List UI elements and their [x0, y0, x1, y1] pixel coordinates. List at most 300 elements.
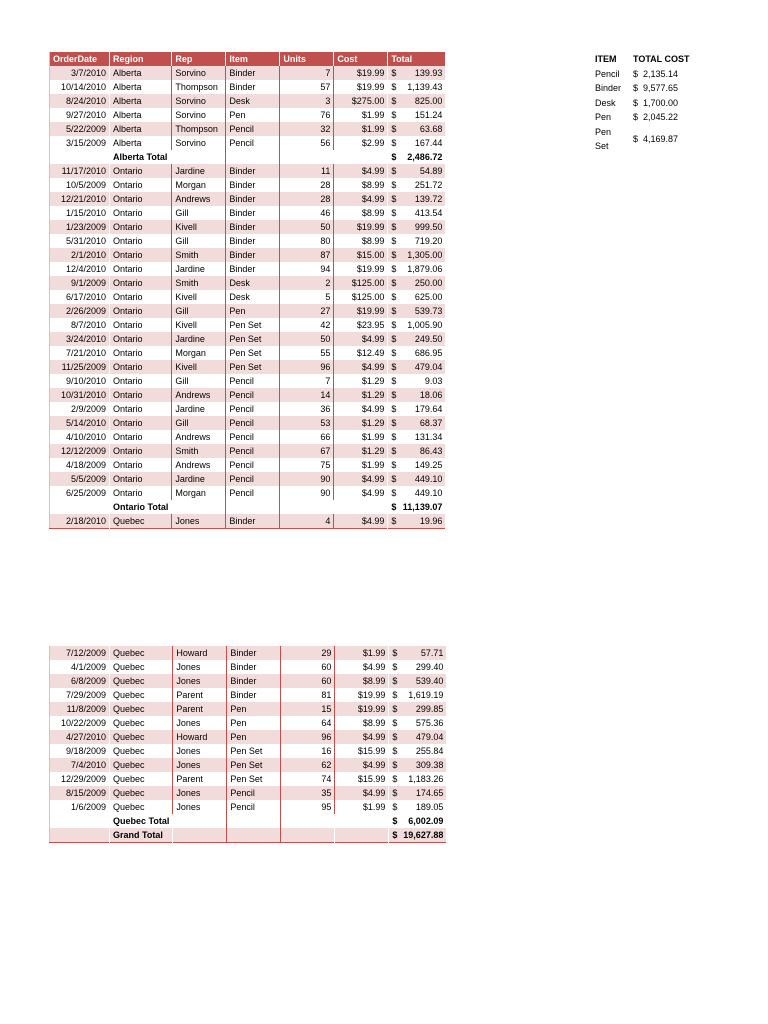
cell-orderdate[interactable]: 3/15/2009: [50, 136, 110, 150]
cell-cost[interactable]: $4.99: [334, 164, 388, 178]
cell-units[interactable]: 7: [280, 374, 334, 388]
cell-units[interactable]: 80: [280, 234, 334, 248]
cell-cost[interactable]: $15.00: [334, 248, 388, 262]
cell-rep[interactable]: Gill: [172, 304, 226, 318]
cell-total[interactable]: [388, 192, 446, 206]
cell-rep[interactable]: Sorvino: [172, 66, 226, 80]
cell-orderdate[interactable]: 10/31/2010: [50, 388, 110, 402]
cell-orderdate[interactable]: 12/21/2010: [50, 192, 110, 206]
cell-total[interactable]: [388, 304, 446, 318]
cell-orderdate[interactable]: 9/1/2009: [50, 276, 110, 290]
cell-cost[interactable]: $4.99: [335, 786, 389, 800]
cell-item[interactable]: Pencil: [226, 430, 280, 444]
cell-rep[interactable]: Jones: [173, 744, 227, 758]
cell-item[interactable]: Pen: [226, 304, 280, 318]
cell-orderdate[interactable]: 2/9/2009: [50, 402, 110, 416]
cell-region[interactable]: Ontario: [110, 192, 172, 206]
cell-total[interactable]: [388, 346, 446, 360]
cell-units[interactable]: 90: [280, 472, 334, 486]
cell-empty[interactable]: [50, 814, 110, 828]
cell-rep[interactable]: Smith: [172, 444, 226, 458]
cell-total[interactable]: [389, 646, 447, 660]
cell-orderdate[interactable]: 2/26/2009: [50, 304, 110, 318]
cell-units[interactable]: 27: [280, 304, 334, 318]
cell-cost[interactable]: $1.29: [334, 444, 388, 458]
cell-orderdate[interactable]: 5/14/2010: [50, 416, 110, 430]
cell-orderdate[interactable]: 6/17/2010: [50, 290, 110, 304]
cell-region[interactable]: Ontario: [110, 402, 172, 416]
cell-cost[interactable]: $4.99: [335, 758, 389, 772]
cell-cost[interactable]: $19.99: [335, 702, 389, 716]
cell-cost[interactable]: $1.99: [335, 646, 389, 660]
cell-units[interactable]: 28: [280, 192, 334, 206]
cell-cost[interactable]: $125.00: [334, 290, 388, 304]
cell-units[interactable]: 62: [281, 758, 335, 772]
cell-orderdate[interactable]: 4/10/2010: [50, 430, 110, 444]
cell-empty[interactable]: [227, 828, 281, 843]
cell-rep[interactable]: Howard: [173, 646, 227, 660]
cell-orderdate[interactable]: 4/1/2009: [50, 660, 110, 674]
cell-cost[interactable]: $4.99: [334, 360, 388, 374]
cell-item[interactable]: Binder: [227, 646, 281, 660]
cell-region[interactable]: Quebec: [110, 730, 173, 744]
cell-empty[interactable]: [50, 500, 110, 514]
cell-units[interactable]: 4: [280, 514, 334, 529]
cell-total[interactable]: [389, 674, 447, 688]
cell-empty[interactable]: [226, 500, 280, 514]
cell-orderdate[interactable]: 2/18/2010: [50, 514, 110, 529]
column-header-orderdate[interactable]: OrderDate: [50, 52, 110, 66]
cell-cost[interactable]: $19.99: [335, 688, 389, 702]
cell-units[interactable]: 15: [281, 702, 335, 716]
cell-empty[interactable]: [335, 828, 389, 843]
cell-cost[interactable]: $8.99: [334, 206, 388, 220]
cell-item[interactable]: Pencil: [227, 786, 281, 800]
cell-region[interactable]: Ontario: [110, 164, 172, 178]
cell-cost[interactable]: $15.99: [335, 744, 389, 758]
cell-rep[interactable]: Kivell: [172, 220, 226, 234]
cell-total[interactable]: [388, 164, 446, 178]
cell-rep[interactable]: Sorvino: [172, 94, 226, 108]
cell-units[interactable]: 67: [280, 444, 334, 458]
cell-units[interactable]: 28: [280, 178, 334, 192]
cell-orderdate[interactable]: 7/4/2010: [50, 758, 110, 772]
cell-cost[interactable]: $1.29: [334, 416, 388, 430]
cell-region[interactable]: Ontario: [110, 318, 172, 332]
cell-units[interactable]: 81: [281, 688, 335, 702]
cell-item[interactable]: Pen Set: [226, 360, 280, 374]
cell-item[interactable]: Pen Set: [227, 758, 281, 772]
cell-total[interactable]: [389, 688, 447, 702]
cell-units[interactable]: 50: [280, 220, 334, 234]
cell-total[interactable]: [389, 716, 447, 730]
cell-total[interactable]: [388, 318, 446, 332]
cell-rep[interactable]: Thompson: [172, 122, 226, 136]
cell-item[interactable]: Binder: [226, 66, 280, 80]
cell-rep[interactable]: Smith: [172, 276, 226, 290]
cell-orderdate[interactable]: 5/5/2009: [50, 472, 110, 486]
cell-total[interactable]: [389, 828, 447, 843]
cell-item[interactable]: Binder: [226, 220, 280, 234]
cell-orderdate[interactable]: 4/27/2010: [50, 730, 110, 744]
cell-region[interactable]: Ontario: [110, 346, 172, 360]
cell-units[interactable]: 56: [280, 136, 334, 150]
cell-rep[interactable]: Howard: [173, 730, 227, 744]
cell-units[interactable]: 5: [280, 290, 334, 304]
cell-region[interactable]: Ontario: [110, 206, 172, 220]
cell-units[interactable]: 75: [280, 458, 334, 472]
cell-cost[interactable]: $1.29: [334, 374, 388, 388]
cell-item[interactable]: Pen Set: [227, 744, 281, 758]
cell-item[interactable]: Pencil: [226, 458, 280, 472]
column-header-region[interactable]: Region: [110, 52, 172, 66]
cell-region[interactable]: Ontario: [110, 276, 172, 290]
cell-orderdate[interactable]: 9/18/2009: [50, 744, 110, 758]
cell-orderdate[interactable]: 8/15/2009: [50, 786, 110, 800]
cell-rep[interactable]: Parent: [173, 688, 227, 702]
cell-total[interactable]: [388, 248, 446, 262]
cell-cost[interactable]: $2.99: [334, 136, 388, 150]
cell-units[interactable]: 90: [280, 486, 334, 500]
cell-region[interactable]: Quebec: [110, 772, 173, 786]
cell-orderdate[interactable]: 4/18/2009: [50, 458, 110, 472]
cell-units[interactable]: 55: [280, 346, 334, 360]
cell-rep[interactable]: Jardine: [172, 332, 226, 346]
cell-units[interactable]: 11: [280, 164, 334, 178]
cell-rep[interactable]: Morgan: [172, 346, 226, 360]
cell-item[interactable]: Pen: [227, 730, 281, 744]
cell-total[interactable]: [388, 374, 446, 388]
cell-units[interactable]: 60: [281, 674, 335, 688]
cell-orderdate[interactable]: 12/12/2009: [50, 444, 110, 458]
cell-item[interactable]: Binder: [226, 192, 280, 206]
cell-item[interactable]: Pen Set: [226, 346, 280, 360]
cell-rep[interactable]: Jardine: [172, 262, 226, 276]
cell-region[interactable]: Alberta: [110, 136, 172, 150]
cell-item[interactable]: Pen: [227, 702, 281, 716]
cell-total[interactable]: [388, 360, 446, 374]
cell-total[interactable]: [389, 758, 447, 772]
cell-region[interactable]: Quebec: [110, 744, 173, 758]
cell-region[interactable]: Alberta: [110, 94, 172, 108]
cell-rep[interactable]: Jones: [173, 786, 227, 800]
cell-rep[interactable]: Gill: [172, 374, 226, 388]
cell-orderdate[interactable]: 2/1/2010: [50, 248, 110, 262]
cell-orderdate[interactable]: 3/24/2010: [50, 332, 110, 346]
cell-region[interactable]: Alberta: [110, 122, 172, 136]
cell-rep[interactable]: Gill: [172, 234, 226, 248]
cell-cost[interactable]: $4.99: [334, 514, 388, 529]
cell-total[interactable]: [389, 702, 447, 716]
cell-cost[interactable]: $19.99: [334, 304, 388, 318]
column-header-units[interactable]: Units: [280, 52, 334, 66]
cell-item[interactable]: Binder: [226, 514, 280, 529]
column-header-cost[interactable]: Cost: [334, 52, 388, 66]
cell-units[interactable]: 76: [280, 108, 334, 122]
cell-item[interactable]: Binder: [226, 206, 280, 220]
cell-total[interactable]: [388, 486, 446, 500]
cell-item[interactable]: Pen Set: [226, 332, 280, 346]
cell-item[interactable]: Desk: [226, 276, 280, 290]
cell-orderdate[interactable]: 11/25/2009: [50, 360, 110, 374]
cell-region[interactable]: Quebec: [110, 688, 173, 702]
cell-cost[interactable]: $19.99: [334, 220, 388, 234]
cell-item[interactable]: Pencil: [226, 388, 280, 402]
cell-units[interactable]: 96: [280, 360, 334, 374]
cell-region[interactable]: Quebec: [110, 702, 173, 716]
cell-total[interactable]: [388, 276, 446, 290]
cell-item[interactable]: Pencil: [227, 800, 281, 814]
cell-empty[interactable]: [50, 150, 110, 164]
cell-rep[interactable]: Kivell: [172, 290, 226, 304]
cell-orderdate[interactable]: 11/17/2010: [50, 164, 110, 178]
cell-units[interactable]: 29: [281, 646, 335, 660]
cell-region[interactable]: Ontario: [110, 374, 172, 388]
cell-orderdate[interactable]: 6/8/2009: [50, 674, 110, 688]
cell-item[interactable]: Binder: [227, 688, 281, 702]
cell-cost[interactable]: $8.99: [335, 674, 389, 688]
cell-rep[interactable]: Andrews: [172, 388, 226, 402]
cell-orderdate[interactable]: 12/29/2009: [50, 772, 110, 786]
cell-total[interactable]: [388, 122, 446, 136]
cell-cost[interactable]: $1.99: [335, 800, 389, 814]
cell-total[interactable]: [388, 262, 446, 276]
cell-units[interactable]: 60: [281, 660, 335, 674]
cell-total[interactable]: [389, 730, 447, 744]
cell-cost[interactable]: $19.99: [334, 262, 388, 276]
cell-total[interactable]: [388, 178, 446, 192]
cell-units[interactable]: 94: [280, 262, 334, 276]
cell-orderdate[interactable]: 1/15/2010: [50, 206, 110, 220]
cell-rep[interactable]: Kivell: [172, 360, 226, 374]
cell-rep[interactable]: Gill: [172, 206, 226, 220]
cell-region[interactable]: Ontario: [110, 360, 172, 374]
cell-item[interactable]: Binder: [226, 234, 280, 248]
cell-cost[interactable]: $23.95: [334, 318, 388, 332]
cell-item[interactable]: Desk: [226, 94, 280, 108]
cell-rep[interactable]: Sorvino: [172, 136, 226, 150]
cell-region[interactable]: Quebec: [110, 646, 173, 660]
cell-orderdate[interactable]: 10/22/2009: [50, 716, 110, 730]
cell-region[interactable]: Ontario: [110, 262, 172, 276]
cell-units[interactable]: 46: [280, 206, 334, 220]
cell-rep[interactable]: Jones: [173, 660, 227, 674]
cell-total[interactable]: [388, 80, 446, 94]
cell-rep[interactable]: Andrews: [172, 458, 226, 472]
cell-units[interactable]: 57: [280, 80, 334, 94]
cell-subtotal-label[interactable]: Grand Total: [110, 828, 173, 843]
cell-rep[interactable]: Jones: [173, 758, 227, 772]
cell-region[interactable]: Ontario: [110, 220, 172, 234]
cell-region[interactable]: Ontario: [110, 416, 172, 430]
cell-orderdate[interactable]: 6/25/2009: [50, 486, 110, 500]
cell-total[interactable]: [389, 814, 447, 828]
cell-orderdate[interactable]: 9/27/2010: [50, 108, 110, 122]
cell-units[interactable]: 32: [280, 122, 334, 136]
cell-cost[interactable]: $4.99: [335, 730, 389, 744]
cell-item[interactable]: Pencil: [226, 374, 280, 388]
cell-units[interactable]: 96: [281, 730, 335, 744]
cell-rep[interactable]: Jardine: [172, 472, 226, 486]
cell-region[interactable]: Ontario: [110, 234, 172, 248]
cell-empty[interactable]: [226, 150, 280, 164]
cell-orderdate[interactable]: 8/24/2010: [50, 94, 110, 108]
cell-cost[interactable]: $275.00: [334, 94, 388, 108]
cell-cost[interactable]: $4.99: [334, 486, 388, 500]
cell-orderdate[interactable]: 10/5/2009: [50, 178, 110, 192]
cell-empty[interactable]: [173, 814, 227, 828]
cell-rep[interactable]: Jones: [173, 716, 227, 730]
cell-cost[interactable]: $1.99: [334, 458, 388, 472]
cell-orderdate[interactable]: 8/7/2010: [50, 318, 110, 332]
cell-units[interactable]: 2: [280, 276, 334, 290]
cell-total[interactable]: [388, 94, 446, 108]
cell-total[interactable]: [388, 444, 446, 458]
cell-region[interactable]: Ontario: [110, 248, 172, 262]
cell-orderdate[interactable]: 11/8/2009: [50, 702, 110, 716]
cell-total[interactable]: [388, 136, 446, 150]
cell-cost[interactable]: $4.99: [335, 660, 389, 674]
cell-region[interactable]: Ontario: [110, 332, 172, 346]
cell-empty[interactable]: [334, 500, 388, 514]
cell-region[interactable]: Ontario: [110, 304, 172, 318]
cell-total[interactable]: [388, 388, 446, 402]
cell-cost[interactable]: $4.99: [334, 332, 388, 346]
cell-region[interactable]: Ontario: [110, 178, 172, 192]
cell-cost[interactable]: $1.99: [334, 122, 388, 136]
cell-total[interactable]: [389, 800, 447, 814]
cell-total[interactable]: [388, 472, 446, 486]
cell-orderdate[interactable]: 10/14/2010: [50, 80, 110, 94]
cell-region[interactable]: Quebec: [110, 514, 172, 529]
cell-total[interactable]: [388, 514, 446, 529]
cell-total[interactable]: [389, 744, 447, 758]
cell-units[interactable]: 14: [280, 388, 334, 402]
cell-region[interactable]: Quebec: [110, 660, 173, 674]
cell-total[interactable]: [388, 220, 446, 234]
cell-total[interactable]: [388, 458, 446, 472]
cell-cost[interactable]: $1.99: [334, 430, 388, 444]
cell-total[interactable]: [388, 206, 446, 220]
cell-item[interactable]: Pen Set: [226, 318, 280, 332]
cell-rep[interactable]: Thompson: [172, 80, 226, 94]
cell-empty[interactable]: [172, 150, 226, 164]
cell-total[interactable]: [389, 660, 447, 674]
cell-rep[interactable]: Kivell: [172, 318, 226, 332]
column-header-total[interactable]: Total: [388, 52, 446, 66]
cell-region[interactable]: Ontario: [110, 388, 172, 402]
cell-cost[interactable]: $125.00: [334, 276, 388, 290]
cell-region[interactable]: Quebec: [110, 674, 173, 688]
cell-region[interactable]: Quebec: [110, 800, 173, 814]
cell-empty[interactable]: [280, 150, 334, 164]
cell-orderdate[interactable]: 3/7/2010: [50, 66, 110, 80]
cell-item[interactable]: Binder: [226, 80, 280, 94]
cell-rep[interactable]: Jones: [173, 674, 227, 688]
cell-rep[interactable]: Smith: [172, 248, 226, 262]
cell-rep[interactable]: Andrews: [172, 430, 226, 444]
cell-item[interactable]: Pen: [226, 108, 280, 122]
cell-cost[interactable]: $8.99: [335, 716, 389, 730]
cell-item[interactable]: Binder: [227, 660, 281, 674]
cell-orderdate[interactable]: 5/31/2010: [50, 234, 110, 248]
cell-cost[interactable]: $1.29: [334, 388, 388, 402]
cell-empty[interactable]: [227, 814, 281, 828]
cell-region[interactable]: Ontario: [110, 430, 172, 444]
cell-item[interactable]: Pen: [227, 716, 281, 730]
cell-cost[interactable]: $19.99: [334, 80, 388, 94]
cell-total[interactable]: [388, 500, 446, 514]
cell-item[interactable]: Binder: [226, 178, 280, 192]
cell-orderdate[interactable]: 1/23/2009: [50, 220, 110, 234]
cell-empty[interactable]: [335, 814, 389, 828]
cell-rep[interactable]: Jardine: [172, 164, 226, 178]
cell-empty[interactable]: [281, 828, 335, 843]
cell-item[interactable]: Pencil: [226, 472, 280, 486]
cell-rep[interactable]: Andrews: [172, 192, 226, 206]
cell-orderdate[interactable]: 7/29/2009: [50, 688, 110, 702]
cell-orderdate[interactable]: 9/10/2010: [50, 374, 110, 388]
cell-item[interactable]: Binder: [226, 164, 280, 178]
cell-orderdate[interactable]: 7/21/2010: [50, 346, 110, 360]
cell-units[interactable]: 42: [280, 318, 334, 332]
cell-cost[interactable]: $12.49: [334, 346, 388, 360]
cell-item[interactable]: Binder: [226, 262, 280, 276]
cell-units[interactable]: 16: [281, 744, 335, 758]
cell-cost[interactable]: $15.99: [335, 772, 389, 786]
cell-subtotal-label[interactable]: Ontario Total: [110, 500, 172, 514]
cell-units[interactable]: 64: [281, 716, 335, 730]
cell-units[interactable]: 53: [280, 416, 334, 430]
cell-total[interactable]: [388, 416, 446, 430]
cell-item[interactable]: Pencil: [226, 122, 280, 136]
cell-cost[interactable]: $1.99: [334, 108, 388, 122]
cell-region[interactable]: Ontario: [110, 486, 172, 500]
cell-units[interactable]: 74: [281, 772, 335, 786]
cell-subtotal-label[interactable]: Quebec Total: [110, 814, 173, 828]
cell-empty[interactable]: [280, 500, 334, 514]
cell-units[interactable]: 3: [280, 94, 334, 108]
cell-cost[interactable]: $8.99: [334, 234, 388, 248]
cell-region[interactable]: Quebec: [110, 786, 173, 800]
cell-region[interactable]: Ontario: [110, 472, 172, 486]
cell-empty[interactable]: [334, 150, 388, 164]
cell-total[interactable]: [388, 66, 446, 80]
cell-region[interactable]: Alberta: [110, 66, 172, 80]
column-header-rep[interactable]: Rep: [172, 52, 226, 66]
cell-item[interactable]: Pencil: [226, 416, 280, 430]
cell-empty[interactable]: [50, 828, 110, 843]
cell-cost[interactable]: $4.99: [334, 472, 388, 486]
cell-rep[interactable]: Jones: [173, 800, 227, 814]
cell-rep[interactable]: Parent: [173, 772, 227, 786]
cell-item[interactable]: Binder: [226, 248, 280, 262]
cell-empty[interactable]: [172, 500, 226, 514]
cell-item[interactable]: Binder: [227, 674, 281, 688]
cell-region[interactable]: Ontario: [110, 444, 172, 458]
cell-empty[interactable]: [173, 828, 227, 843]
cell-units[interactable]: 87: [280, 248, 334, 262]
cell-subtotal-label[interactable]: Alberta Total: [110, 150, 172, 164]
cell-total[interactable]: [388, 108, 446, 122]
cell-region[interactable]: Ontario: [110, 458, 172, 472]
cell-rep[interactable]: Parent: [173, 702, 227, 716]
cell-rep[interactable]: Jardine: [172, 402, 226, 416]
cell-units[interactable]: 7: [280, 66, 334, 80]
cell-total[interactable]: [388, 332, 446, 346]
cell-orderdate[interactable]: 7/12/2009: [50, 646, 110, 660]
cell-item[interactable]: Pencil: [226, 444, 280, 458]
